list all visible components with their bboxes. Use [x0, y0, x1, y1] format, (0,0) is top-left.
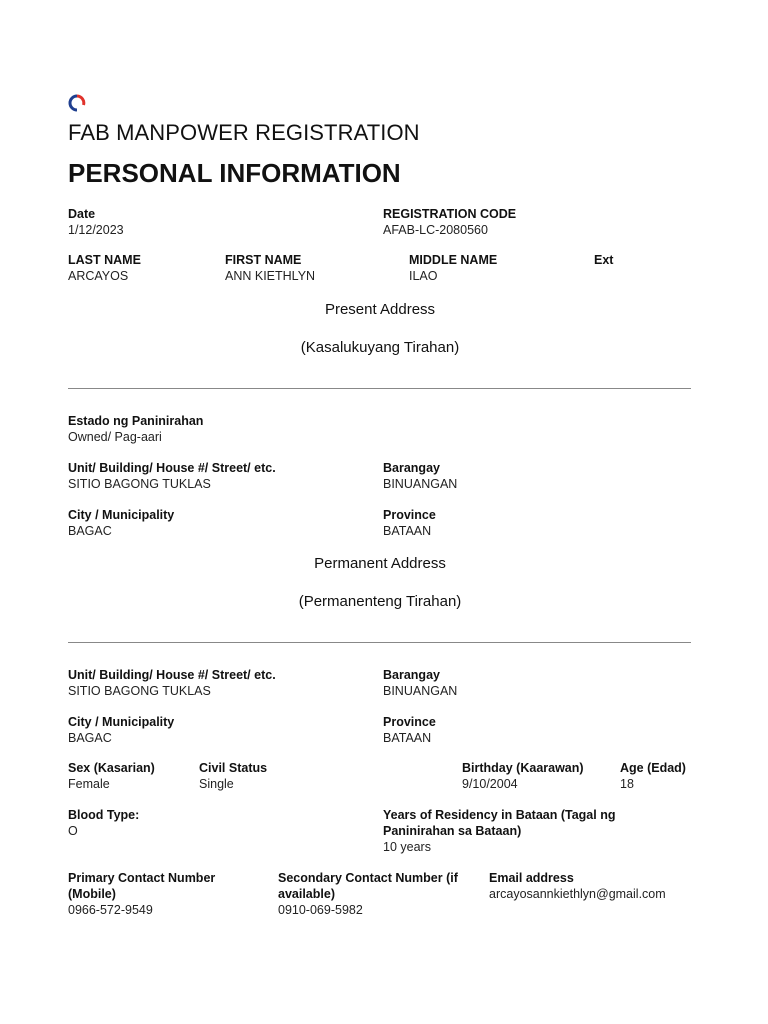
residency-field [383, 807, 615, 855]
secondary-contact-label-line1: Secondary Contact Number (if [278, 871, 458, 885]
first-name-field [225, 252, 315, 284]
permanent-address-heading: Permanent Address [314, 555, 446, 572]
present-address-heading: Present Address [324, 301, 436, 318]
present-barangay-value: BINUANGAN [383, 477, 458, 491]
present-barangay-label: Barangay [383, 461, 440, 475]
divider [68, 642, 691, 643]
middle-name-label: MIDDLE NAME [409, 253, 498, 267]
middle-name-field [409, 252, 497, 284]
last-name-label: LAST NAME [68, 253, 141, 267]
civil-status-value: Single [199, 777, 234, 791]
permanent-address-subheading: (Permanenteng Tirahan) [298, 593, 462, 610]
primary-contact-field [68, 870, 215, 918]
permanent-unit-field [68, 667, 276, 699]
sex-value: Female [68, 777, 110, 791]
age-value: 18 [620, 777, 634, 791]
divider [68, 388, 691, 389]
date-field [68, 206, 124, 238]
residency-label-line2: Paninirahan sa Bataan) [383, 824, 522, 838]
middle-name-value: ILAO [409, 269, 438, 283]
logo-icon [68, 94, 86, 112]
present-city-label: City / Municipality [68, 508, 175, 522]
permanent-barangay-value: BINUANGAN [383, 684, 458, 698]
email-field [489, 870, 666, 902]
first-name-value: ANN KIETHLYN [225, 269, 316, 283]
birthday-label: Birthday (Kaarawan) [462, 761, 584, 775]
last-name-value: ARCAYOS [68, 269, 129, 283]
blood-type-value: O [68, 824, 78, 838]
primary-contact-label-line1: Primary Contact Number [68, 871, 216, 885]
civil-status-label: Civil Status [199, 761, 268, 775]
present-barangay-field [383, 460, 457, 492]
present-city-value: BAGAC [68, 524, 112, 538]
estado-value: Owned/ Pag-aari [68, 430, 162, 444]
permanent-province-label: Province [383, 715, 436, 729]
permanent-unit-label: Unit/ Building/ House #/ Street/ etc. [68, 668, 276, 682]
residency-label-line1: Years of Residency in Bataan (Tagal ng [383, 808, 616, 822]
present-city-field [68, 507, 174, 539]
date-value: 1/12/2023 [68, 223, 124, 237]
residency-value: 10 years [383, 840, 431, 854]
age-field [620, 760, 686, 792]
secondary-contact-field [278, 870, 458, 918]
civil-status-field [199, 760, 267, 792]
email-value: arcayosannkiethlyn@gmail.com [489, 887, 666, 901]
estado-label: Estado ng Paninirahan [68, 414, 204, 428]
date-label: Date [68, 207, 96, 221]
present-address-subheading: (Kasalukuyang Tirahan) [300, 339, 460, 356]
permanent-barangay-label: Barangay [383, 668, 440, 682]
registration-code-value: AFAB-LC-2080560 [383, 223, 488, 237]
sex-field [68, 760, 155, 792]
last-name-field [68, 252, 141, 284]
present-unit-label: Unit/ Building/ House #/ Street/ etc. [68, 461, 276, 475]
present-unit-value: SITIO BAGONG TUKLAS [68, 477, 211, 491]
form-title: FAB MANPOWER REGISTRATION [68, 120, 420, 145]
present-province-label: Province [383, 508, 436, 522]
permanent-city-label: City / Municipality [68, 715, 175, 729]
permanent-city-value: BAGAC [68, 731, 112, 745]
permanent-barangay-field [383, 667, 457, 699]
section-title: PERSONAL INFORMATION [68, 158, 401, 188]
permanent-city-field [68, 714, 174, 746]
permanent-province-value: BATAAN [383, 731, 432, 745]
email-label: Email address [489, 871, 574, 885]
present-unit-field [68, 460, 276, 492]
blood-type-field [68, 807, 139, 839]
age-label: Age (Edad) [620, 761, 686, 775]
present-province-value: BATAAN [383, 524, 432, 538]
present-province-field [383, 507, 436, 539]
estado-field [68, 413, 203, 445]
birthday-value: 9/10/2004 [462, 777, 518, 791]
ext-label: Ext [594, 253, 614, 267]
birthday-field [462, 760, 584, 792]
blood-type-label: Blood Type: [68, 808, 140, 822]
primary-contact-label-line2: (Mobile) [68, 887, 116, 901]
primary-contact-value: 0966-572-9549 [68, 903, 153, 917]
secondary-contact-value: 0910-069-5982 [278, 903, 363, 917]
permanent-province-field [383, 714, 436, 746]
first-name-label: FIRST NAME [225, 253, 302, 267]
sex-label: Sex (Kasarian) [68, 761, 155, 775]
registration-code-field [383, 206, 516, 238]
registration-code-label: REGISTRATION CODE [383, 207, 517, 221]
ext-field [594, 252, 613, 268]
permanent-unit-value: SITIO BAGONG TUKLAS [68, 684, 211, 698]
secondary-contact-label-line2: available) [278, 887, 335, 901]
